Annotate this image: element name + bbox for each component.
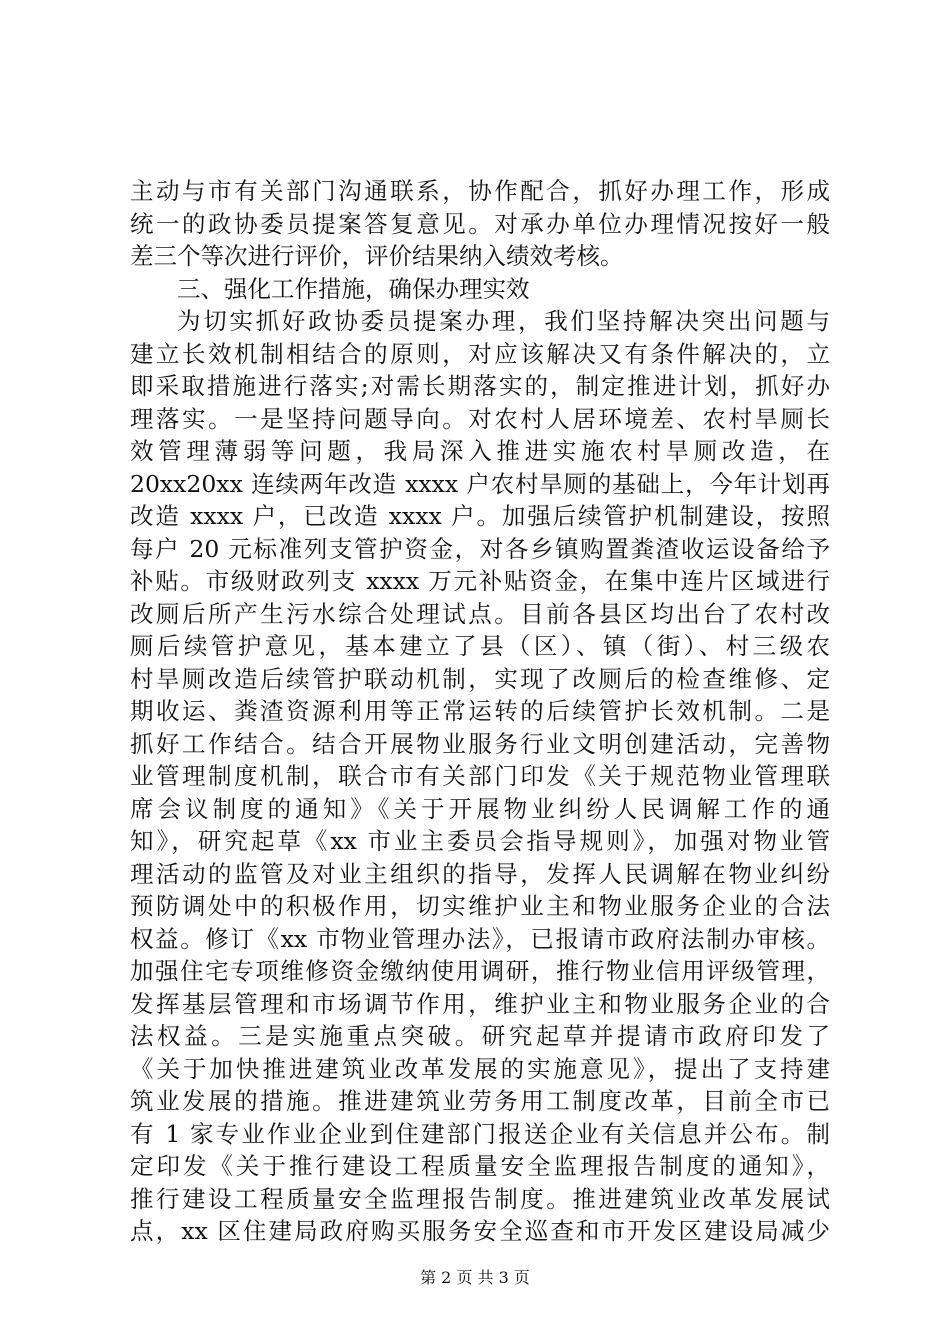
page-number-label: 第 2 页 共 3 页 xyxy=(420,1268,530,1287)
text-line: 筑业发展的措施。推进建筑业劳务用工制度改革，目前全市已 xyxy=(130,1087,830,1115)
text-line: 主动与市有关部门沟通联系，协作配合，抓好办理工作，形成 xyxy=(130,177,830,205)
text-line: 预防调处中的积极作用，切实维护业主和物业服务企业的合法 xyxy=(130,892,830,920)
text-line: 厕后续管护意见，基本建立了县（区）、镇（街）、村三级农 xyxy=(130,632,830,660)
text-line: 业管理制度机制，联合市有关部门印发《关于规范物业管理联 xyxy=(130,762,830,790)
section-heading: 三、强化工作措施，确保办理实效 xyxy=(177,274,530,303)
text-line: 期收运、粪渣资源利用等正常运转的后续管护长效机制。二是 xyxy=(130,697,830,725)
text-line: 为切实抓好政协委员提案办理，我们坚持解决突出问题与 xyxy=(177,307,830,335)
text-line: 改厕后所产生污水综合处理试点。目前各县区均出台了农村改 xyxy=(130,599,830,628)
text-line: 理活动的监管及对业主组织的指导，发挥人民调解在物业纠纷 xyxy=(130,859,830,888)
document-body xyxy=(130,175,830,1248)
text-line: 推行建设工程质量安全监理报告制度。推进建筑业改革发展试 xyxy=(130,1184,830,1213)
text-line: 村旱厕改造后续管护联动机制，实现了改厕后的检查维修、定 xyxy=(130,664,830,693)
page-footer xyxy=(0,1268,950,1288)
text-line: 席会议制度的通知》《关于开展物业纠纷人民调解工作的通 xyxy=(130,794,830,823)
text-line: 有 1 家专业作业企业到住建部门报送企业有关信息并公布。制 xyxy=(130,1119,830,1148)
text-line: 每户 20 元标准列支管护资金，对各乡镇购置粪渣收运设备给予 xyxy=(130,534,830,563)
text-line: 统一的政协委员提案答复意见。对承办单位办理情况按好一般 xyxy=(130,209,830,238)
text-line: 《关于加快推进建筑业改革发展的实施意见》，提出了支持建 xyxy=(130,1054,830,1083)
text-line: 发挥基层管理和市场调节作用，维护业主和物业服务企业的合 xyxy=(130,989,830,1018)
text-line: 即采取措施进行落实;对需长期落实的，制定推进计划，抓好办 xyxy=(130,372,830,400)
text-line: 加强住宅专项维修资金缴纳使用调研，推行物业信用评级管理， xyxy=(130,957,830,985)
text-line: 点，xx 区住建局政府购买服务安全巡查和市开发区建设局减少 xyxy=(130,1217,830,1245)
text-line: 法权益。三是实施重点突破。研究起草并提请市政府印发了 xyxy=(130,1022,830,1050)
text-line: 理落实。一是坚持问题导向。对农村人居环境差、农村旱厕长 xyxy=(130,404,830,433)
text-line: 20xx20xx 连续两年改造 xxxx 户农村旱厕的基础上，今年计划再 xyxy=(130,469,830,498)
text-line: 效管理薄弱等问题，我局深入推进实施农村旱厕改造，在 xyxy=(130,437,830,465)
text-line: 定印发《关于推行建设工程质量安全监理报告制度的通知》， xyxy=(130,1152,830,1180)
text-line: 差三个等次进行评价，评价结果纳入绩效考核。 xyxy=(130,242,624,270)
text-line: 抓好工作结合。结合开展物业服务行业文明创建活动，完善物 xyxy=(130,729,830,758)
text-line: 建立长效机制相结合的原则，对应该解决又有条件解决的，立 xyxy=(130,339,830,368)
text-line: 补贴。市级财政列支 xxxx 万元补贴资金，在集中连片区域进行 xyxy=(130,567,830,595)
text-line: 知》，研究起草《xx 市业主委员会指导规则》，加强对物业管 xyxy=(130,827,830,855)
text-line: 权益。修订《xx 市物业管理办法》，已报请市政府法制办审核。 xyxy=(130,924,830,953)
text-line: 改造 xxxx 户，已改造 xxxx 户。加强后续管护机制建设，按照 xyxy=(130,502,830,530)
